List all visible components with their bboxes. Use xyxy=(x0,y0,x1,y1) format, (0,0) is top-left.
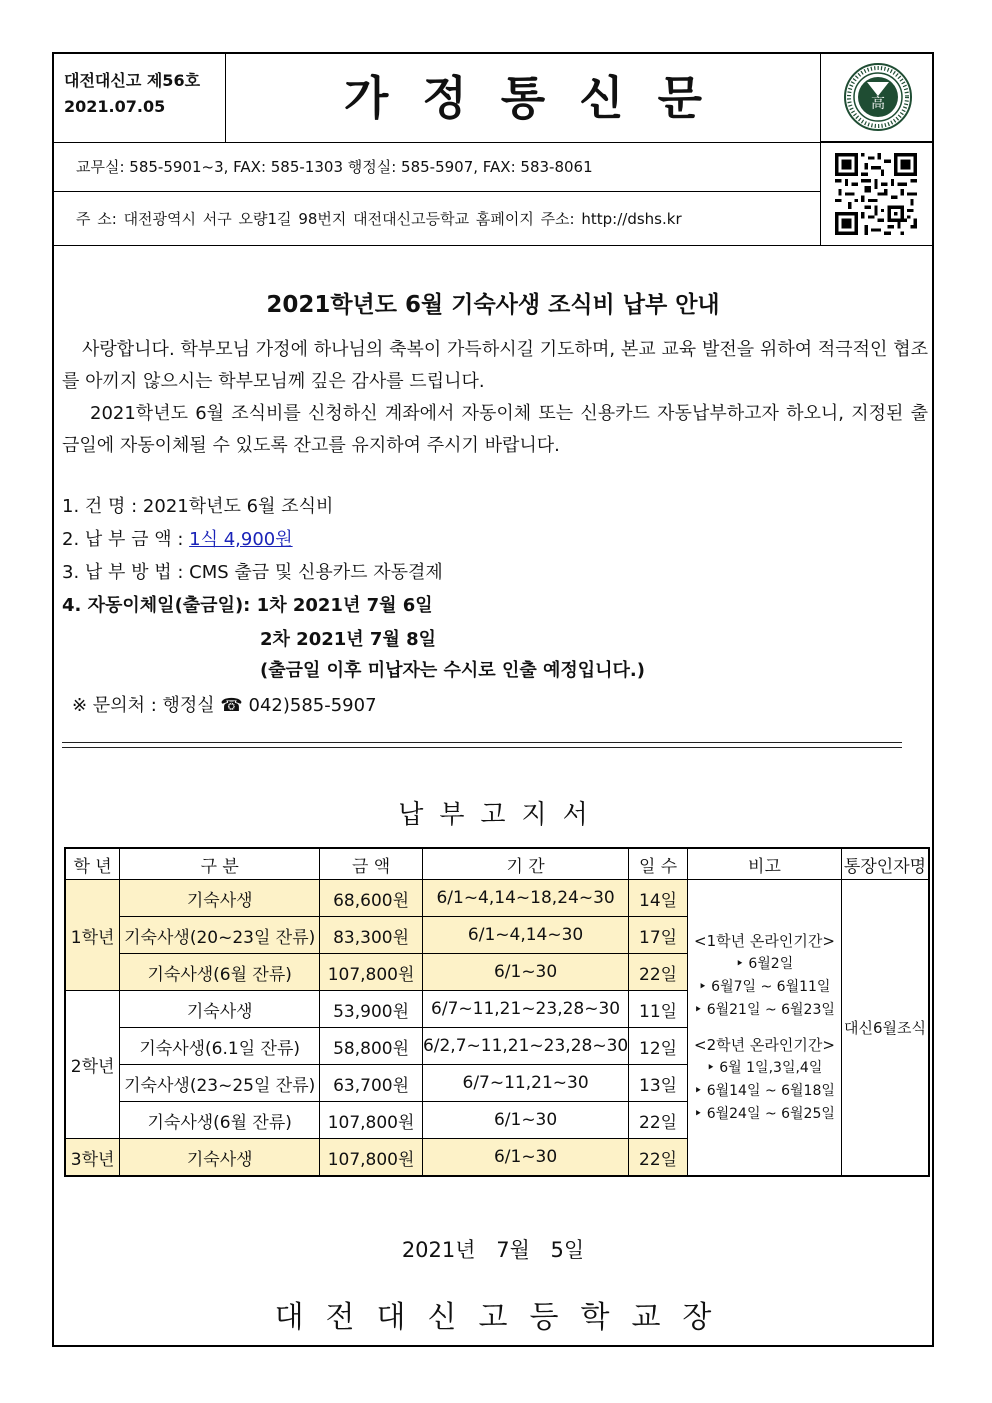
item-withdrawal xyxy=(62,591,433,617)
days-cell: 14일 xyxy=(629,880,688,917)
days-cell: 22일 xyxy=(629,1102,688,1139)
type-cell: 기숙사생(6.1일 잔류) xyxy=(120,1028,320,1065)
grade-cell: 3학년 xyxy=(65,1139,120,1177)
intro-text xyxy=(62,334,928,462)
table-header-row xyxy=(65,848,929,880)
type-cell: 기숙사생 xyxy=(120,880,320,917)
item-subject-label: 1. 건 명 : xyxy=(62,496,138,517)
period-cell: 6/7~11,21~30 xyxy=(422,1065,628,1102)
fee-table xyxy=(64,847,930,1177)
note-cell xyxy=(687,880,841,1177)
amount-cell: 83,300원 xyxy=(320,917,423,954)
principal-signature: 대전대신고등학교장 xyxy=(274,1300,734,1335)
section-divider xyxy=(62,742,902,748)
header-note: 비고 xyxy=(687,848,841,880)
grade-cell: 1학년 xyxy=(65,880,120,991)
header-bank-name: 통장인자명 xyxy=(841,848,929,880)
note-1-line: ‣ 6월7일 ~ 6월11일 xyxy=(698,978,831,995)
type-cell: 기숙사생(20~23일 잔류) xyxy=(120,917,320,954)
header-period: 기 간 xyxy=(422,848,628,880)
type-cell: 기숙사생 xyxy=(120,1139,320,1177)
type-cell: 기숙사생 xyxy=(120,991,320,1028)
payment-notice-title: 납부고지서 xyxy=(398,800,604,830)
document-title: 2021학년도 6월 기숙사생 조식비 납부 안내 xyxy=(266,292,720,318)
inquiry-contact: ※ 문의처 : 행정실 ☎ 042)585-5907 xyxy=(72,695,377,716)
item-amount-label: 2. 납 부 금 액 : xyxy=(62,529,184,550)
item-withdrawal-label: 4. 자동이체일(출금일): xyxy=(62,595,251,616)
item-method-value: CMS 출금 및 신용카드 자동결제 xyxy=(189,562,443,583)
note-2-line: ‣ 6월14일 ~ 6월18일 xyxy=(694,1082,835,1099)
contact-info: 교무실: 585-5901~3, FAX: 585-1303 행정실: 585-5907, FAX: 583-8061 xyxy=(54,142,820,192)
period-cell: 6/7~11,21~23,28~30 xyxy=(422,991,628,1028)
issue-info xyxy=(54,54,226,142)
grade-cell: 2학년 xyxy=(65,991,120,1139)
amount-cell: 53,900원 xyxy=(320,991,423,1028)
period-cell: 6/1~30 xyxy=(422,954,628,991)
amount-cell: 107,800원 xyxy=(320,1139,423,1177)
days-cell: 17일 xyxy=(629,917,688,954)
header-days: 일 수 xyxy=(629,848,688,880)
note-2-line: ‣ 6월 1일,3일,4일 xyxy=(706,1059,823,1076)
amount-cell: 58,800원 xyxy=(320,1028,423,1065)
school-logo-icon xyxy=(843,62,913,132)
amount-cell: 107,800원 xyxy=(320,1102,423,1139)
bank-name-cell: 대신6월조식 xyxy=(841,880,929,1177)
type-cell: 기숙사생(6월 잔류) xyxy=(120,1102,320,1139)
issue-number: 대전대신고 제56호 xyxy=(64,71,201,90)
note-2-line: ‣ 6월24일 ~ 6월25일 xyxy=(694,1105,835,1122)
days-cell: 22일 xyxy=(629,954,688,991)
header-grade: 학 년 xyxy=(65,848,120,880)
item-withdrawal-first: 1차 2021년 7월 6일 xyxy=(256,595,433,616)
item-amount-value[interactable]: 1식 4,900원 xyxy=(189,529,293,550)
header-right-column xyxy=(820,54,932,245)
address-info: 주 소: 대전광역시 서구 오량1길 98번지 대전대신고등학교 홈페이지 주소: http://dshs.kr xyxy=(76,210,682,228)
amount-cell: 63,700원 xyxy=(320,1065,423,1102)
note-1-heading: <1학년 온라인기간> xyxy=(694,931,835,950)
intro-paragraph-2: 2021학년도 6월 조식비를 신청하신 계좌에서 자동이체 또는 신용카드 자동납부하고자 하오니, 지정된 출금일에 자동이체될 수 있도록 잔고를 유지하여 주시기 바랍니다. xyxy=(62,403,928,456)
period-cell: 6/2,7~11,21~23,28~30 xyxy=(422,1028,628,1065)
period-cell: 6/1~4,14~30 xyxy=(422,917,628,954)
header-bottom-border xyxy=(54,245,932,246)
header-row xyxy=(54,54,932,143)
item-method xyxy=(62,558,443,584)
item-method-label: 3. 납 부 방 법 : xyxy=(62,562,184,583)
item-subject-value: 2021학년도 6월 조식비 xyxy=(142,496,334,517)
header-type: 구 분 xyxy=(120,848,320,880)
right-divider xyxy=(821,141,933,142)
type-cell: 기숙사생(6월 잔류) xyxy=(120,954,320,991)
item-subject xyxy=(62,492,333,518)
intro-paragraph-1: 사랑합니다. 학부모님 가정에 하나님의 축복이 가득하시길 기도하며, 본교 교육 발전을 위하여 적극적인 협조를 아끼지 않으시는 학부모님께 깊은 감사를 드립니다. xyxy=(62,339,928,392)
qr-code-icon[interactable] xyxy=(835,153,917,235)
amount-cell: 68,600원 xyxy=(320,880,423,917)
days-cell: 12일 xyxy=(629,1028,688,1065)
type-cell: 기숙사생(23~25일 잔류) xyxy=(120,1065,320,1102)
table-row xyxy=(65,880,929,917)
days-cell: 22일 xyxy=(629,1139,688,1177)
item-withdrawal-second: 2차 2021년 7월 8일 xyxy=(260,629,437,650)
note-1-line: ‣ 6월2일 xyxy=(735,955,794,972)
note-1-line: ‣ 6월21일 ~ 6월23일 xyxy=(694,1001,835,1018)
period-cell: 6/1~4,14~18,24~30 xyxy=(422,880,628,917)
period-cell: 6/1~30 xyxy=(422,1139,628,1177)
issue-date: 2021.07.05 xyxy=(64,97,166,116)
period-cell: 6/1~30 xyxy=(422,1102,628,1139)
newsletter-title: 가정통신문 xyxy=(343,71,737,125)
item-amount xyxy=(62,525,293,551)
item-withdrawal-note: (출금일 이후 미납자는 수시로 인출 예정입니다.) xyxy=(260,660,645,681)
notice-frame xyxy=(52,52,934,1347)
issue-date-footer: 2021년 7월 5일 xyxy=(401,1238,585,1262)
days-cell: 13일 xyxy=(629,1065,688,1102)
amount-cell: 107,800원 xyxy=(320,954,423,991)
logo-glyph: 高 xyxy=(871,96,885,112)
note-2-heading: <2학년 온라인기간> xyxy=(694,1035,835,1054)
header-amount: 금 액 xyxy=(320,848,423,880)
days-cell: 11일 xyxy=(629,991,688,1028)
